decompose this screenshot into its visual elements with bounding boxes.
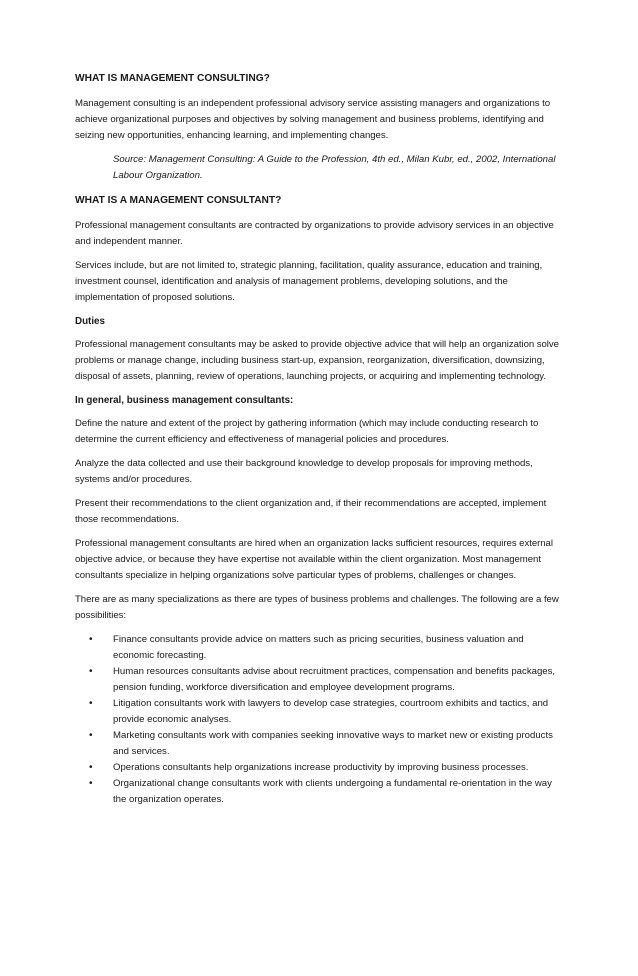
paragraph-specializations: There are as many specializations as there are types of business problems and challenges. The following are a few possibilities:: [75, 594, 559, 621]
list-item-text: Operations consultants help organizations increase productivity by improving business processes.: [113, 762, 529, 773]
bullet-icon: •: [89, 778, 93, 789]
heading-duties: Duties: [75, 316, 105, 327]
specializations-list: [89, 632, 564, 808]
bullet-icon: •: [89, 634, 93, 645]
heading-what-is-management-consulting: WHAT IS MANAGEMENT CONSULTING?: [75, 73, 270, 84]
list-item-text: Marketing consultants work with companies seeking innovative ways to market new or existing products and services.: [113, 730, 553, 757]
paragraph-define: Define the nature and extent of the project by gathering information (which may include conducting research to determine the current efficiency and effectiveness of managerial policies and procedures.: [75, 418, 539, 445]
source-citation: Source: Management Consulting: A Guide to the Profession, 4th ed., Milan Kubr, ed., 2002, International Labour Organization.: [113, 154, 556, 181]
heading-what-is-a-consultant: WHAT IS A MANAGEMENT CONSULTANT?: [75, 195, 282, 206]
bullet-icon: •: [89, 762, 93, 773]
paragraph-hired: Professional management consultants are hired when an organization lacks sufficient resources, requires external objective advice, or because they have expertise not available within the client organization. Most management consultants specialize in helping organizations solve particular types of problems, challenges or changes.: [75, 538, 553, 581]
list-item: [89, 696, 564, 728]
list-item: [89, 760, 564, 776]
paragraph-present: Present their recommendations to the client organization and, if their recommendations are accepted, implement those recommendations.: [75, 498, 547, 525]
paragraph-duties: Professional management consultants may be asked to provide objective advice that will help an organization solve problems or manage change, including business start-up, expansion, reorganization, diversification, downsizing, disposal of assets, planning, review of operations, launching projects, or acquiring and implementing technology.: [75, 339, 559, 382]
list-item-text: Litigation consultants work with lawyers to develop case strategies, courtroom exhibits and tactics, and provide economic analyses.: [113, 698, 549, 725]
bullet-icon: •: [89, 698, 93, 709]
heading-in-general: In general, business management consultants:: [75, 395, 294, 406]
list-item: [89, 728, 564, 760]
list-item-text: Organizational change consultants work with clients undergoing a fundamental re-orientation in the way the organization operates.: [113, 778, 552, 805]
bullet-icon: •: [89, 730, 93, 741]
list-item-text: Finance consultants provide advice on matters such as pricing securities, business valuation and economic forecasting.: [113, 634, 524, 661]
list-item-text: Human resources consultants advise about recruitment practices, compensation and benefits packages, pension funding, workforce diversification and employee development programs.: [113, 666, 556, 693]
list-item: [89, 664, 564, 696]
bullet-icon: •: [89, 666, 93, 677]
paragraph-contracted: Professional management consultants are contracted by organizations to provide advisory services in an objective and independent manner.: [75, 220, 554, 247]
paragraph-services: Services include, but are not limited to, strategic planning, facilitation, quality assurance, education and training, investment counsel, identification and analysis of management problems, developing solutions, and the implementation of proposed solutions.: [75, 260, 543, 303]
list-item: [89, 776, 564, 808]
paragraph-analyze: Analyze the data collected and use their background knowledge to develop proposals for improving methods, systems and/or procedures.: [75, 458, 533, 485]
list-item: [89, 632, 564, 664]
paragraph-definition: Management consulting is an independent professional advisory service assisting managers and organizations to achieve organizational purposes and objectives by solving management and business problems, identifying and seizing new opportunities, enhancing learning, and implementing changes.: [75, 98, 551, 141]
